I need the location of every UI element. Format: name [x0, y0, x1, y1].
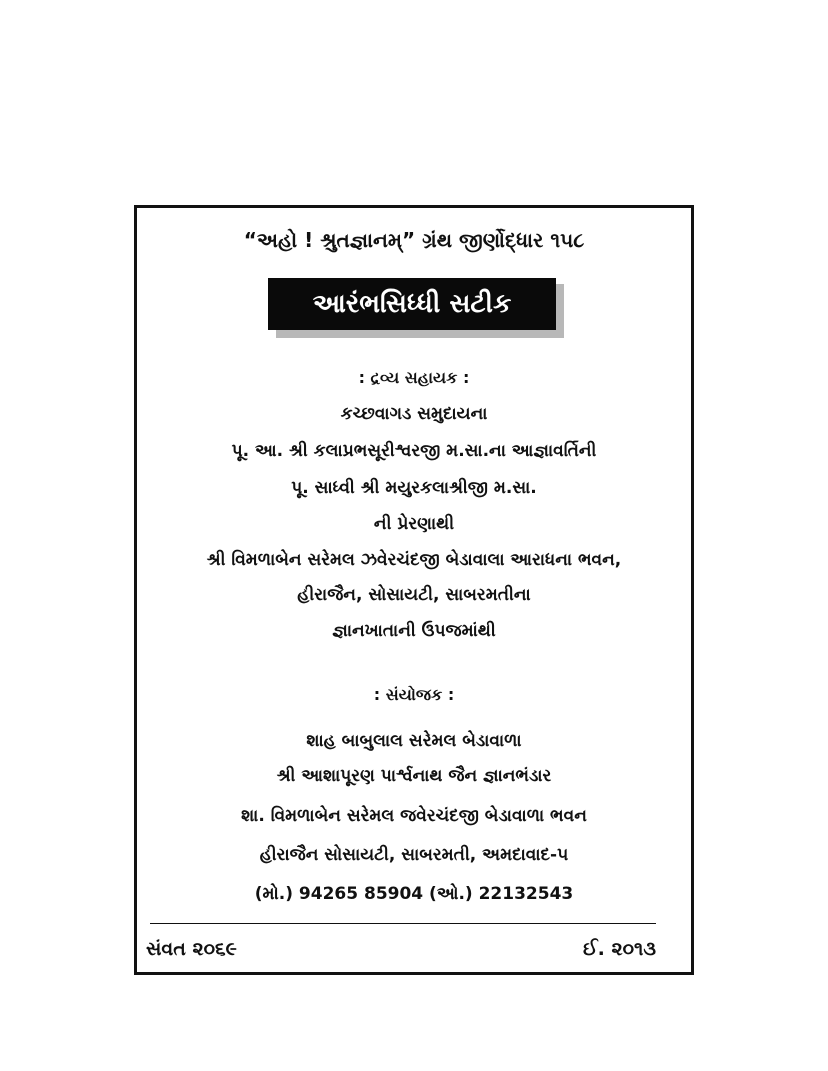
- sponsor-line-sadhvi: પૂ. સાધ્વી શ્રી મયુરકલાશ્રીજી મ.સા.: [291, 478, 537, 498]
- organizer-heading: : સંયોજક :: [373, 685, 455, 704]
- sponsor-line-acharya: પૂ. આ. શ્રી કલાપ્રભસૂરીશ્વરજી મ.સા.ના આજ્ઞાવર્તિની: [231, 441, 597, 461]
- sponsor-heading: : દ્રવ્ય સહાયક :: [358, 368, 470, 387]
- organizer-line-bhavan: શા. વિમળાબેન સરેમલ જવેરચંદજી બેડાવાળા ભવન: [241, 806, 587, 826]
- sponsor-line-community: કચ્છવાગડ સમુદાયના: [340, 404, 488, 424]
- organizer-line-phone: (મો.) 94265 85904 (ઓ.) 22132543: [254, 884, 574, 904]
- organizer-line-bhandar: શ્રી આશાપૂરણ પાર્શ્વનાથ જૈન જ્ઞાનભંડાર: [276, 766, 552, 786]
- organizer-line-name: શાહ બાબુલાલ સરેમલ બેડાવાળા: [306, 731, 522, 751]
- footer-year: ઈ. ૨૦૧૩: [582, 938, 656, 960]
- footer-samvat: સંવત ૨૦૬૯: [146, 938, 237, 960]
- footer-divider: [150, 923, 656, 924]
- organizer-line-address: હીરાજૈન સોસાયટી, સાબરમતી, અમદાવાદ-૫: [259, 845, 569, 865]
- series-line: “અહો ! શ્રુતજ્ઞાનમ્” ગ્રંથ જીર્ણોદ્ધાર ૧૫૮: [243, 228, 585, 252]
- sponsor-line-inspiration: ની પ્રેરણાથી: [373, 514, 455, 534]
- book-title: આરંભસિધ્ધી સટીક: [268, 278, 556, 330]
- sponsor-line-society: હીરાજૈન, સોસાયટી, સાબરમતીના: [297, 585, 531, 605]
- sponsor-line-income: જ્ઞાનખાતાની ઉપજમાંથી: [332, 621, 496, 641]
- sponsor-line-bhavan: શ્રી વિમળાબેન સરેમલ ઝવેરચંદજી બેડાવાલા આરાધના ભવન,: [206, 550, 622, 570]
